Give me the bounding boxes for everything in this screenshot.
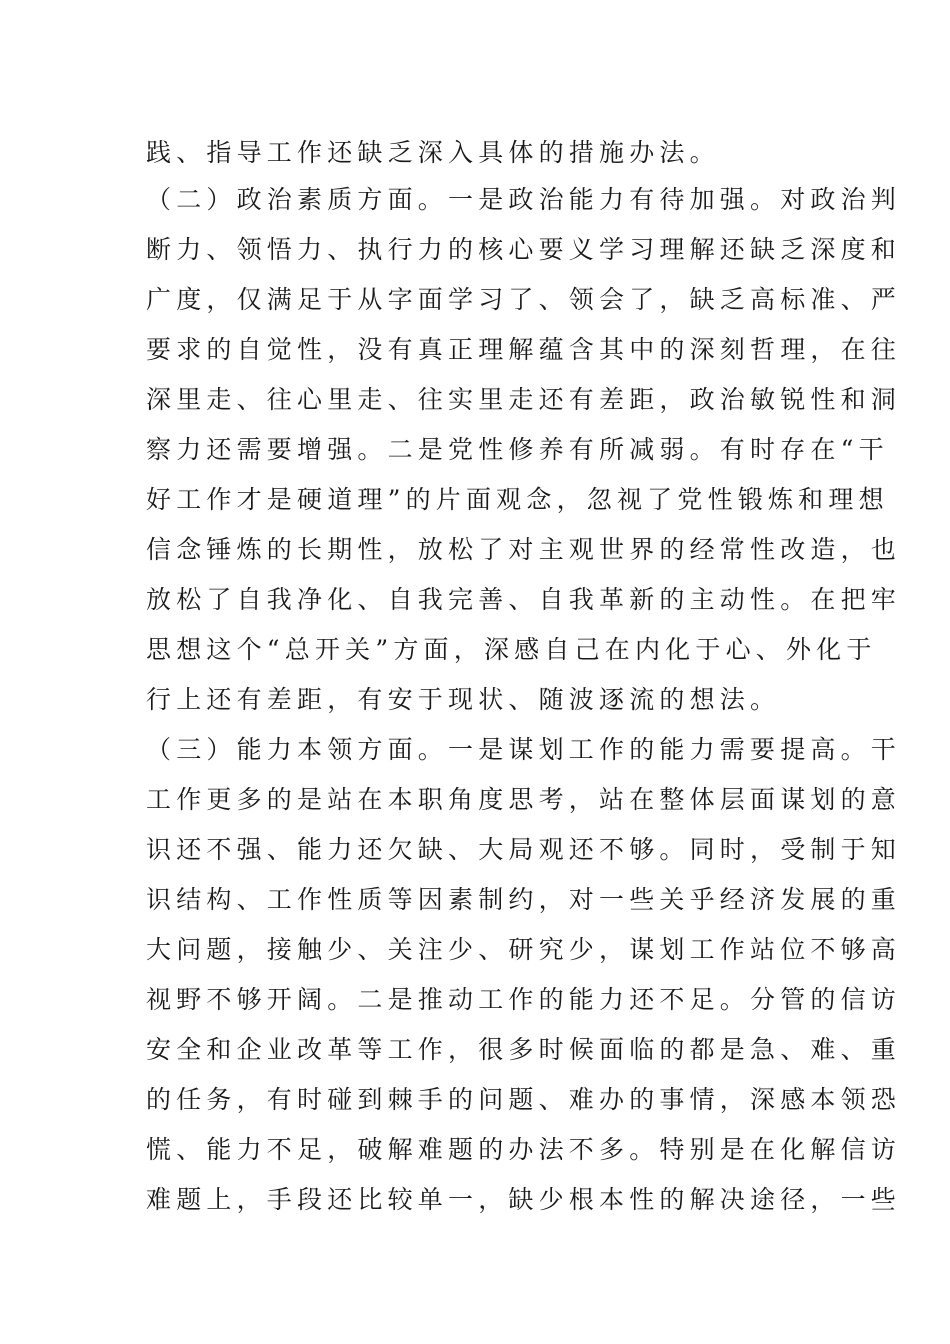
text-line: 视野不够开阔。二是推动工作的能力还不足。分管的信访 [146,985,902,1014]
text-line: 信念锤炼的长期性，放松了对主观世界的经常性改造，也 [146,535,902,564]
text-line: 行上还有差距，有安于现状、随波逐流的想法。 [146,685,781,714]
text-line: 的任务，有时碰到棘手的问题、难办的事情，深感本领恐 [146,1085,902,1114]
text-line: （三）能力本领方面。一是谋划工作的能力需要提高。干 [146,735,902,764]
text-line: 好工作才是硬道理”的片面观念，忽视了党性锻炼和理想 [146,485,889,514]
text-line: 安全和企业改革等工作，很多时候面临的都是急、难、重 [146,1035,902,1064]
text-line: 思想这个“总开关”方面，深感自己在内化于心、外化于 [146,635,877,664]
text-line: 慌、能力不足，破解难题的办法不多。特别是在化解信访 [146,1135,902,1164]
text-line: 察力还需要增强。二是党性修养有所减弱。有时存在“干 [146,435,889,464]
text-line: 识结构、工作性质等因素制约，对一些关乎经济发展的重 [146,885,902,914]
text-line: 践、指导工作还缺乏深入具体的措施办法。 [146,138,720,167]
text-line: 工作更多的是站在本职角度思考，站在整体层面谋划的意 [146,785,902,814]
text-line: 大问题，接触少、关注少、研究少，谋划工作站位不够高 [146,935,902,964]
text-line: 难题上，手段还比较单一，缺少根本性的解决途径，一些 [146,1185,902,1214]
text-line: 断力、领悟力、执行力的核心要义学习理解还缺乏深度和 [146,235,902,264]
text-line: 识还不强、能力还欠缺、大局观还不够。同时，受制于知 [146,835,902,864]
text-line: （二）政治素质方面。一是政治能力有待加强。对政治判 [146,185,902,214]
text-line: 广度，仅满足于从字面学习了、领会了，缺乏高标准、严 [146,285,902,314]
text-line: 深里走、往心里走、往实里走还有差距，政治敏锐性和洞 [146,385,902,414]
text-line: 要求的自觉性，没有真正理解蕴含其中的深刻哲理，在往 [146,335,902,364]
text-line: 放松了自我净化、自我完善、自我革新的主动性。在把牢 [146,585,902,614]
